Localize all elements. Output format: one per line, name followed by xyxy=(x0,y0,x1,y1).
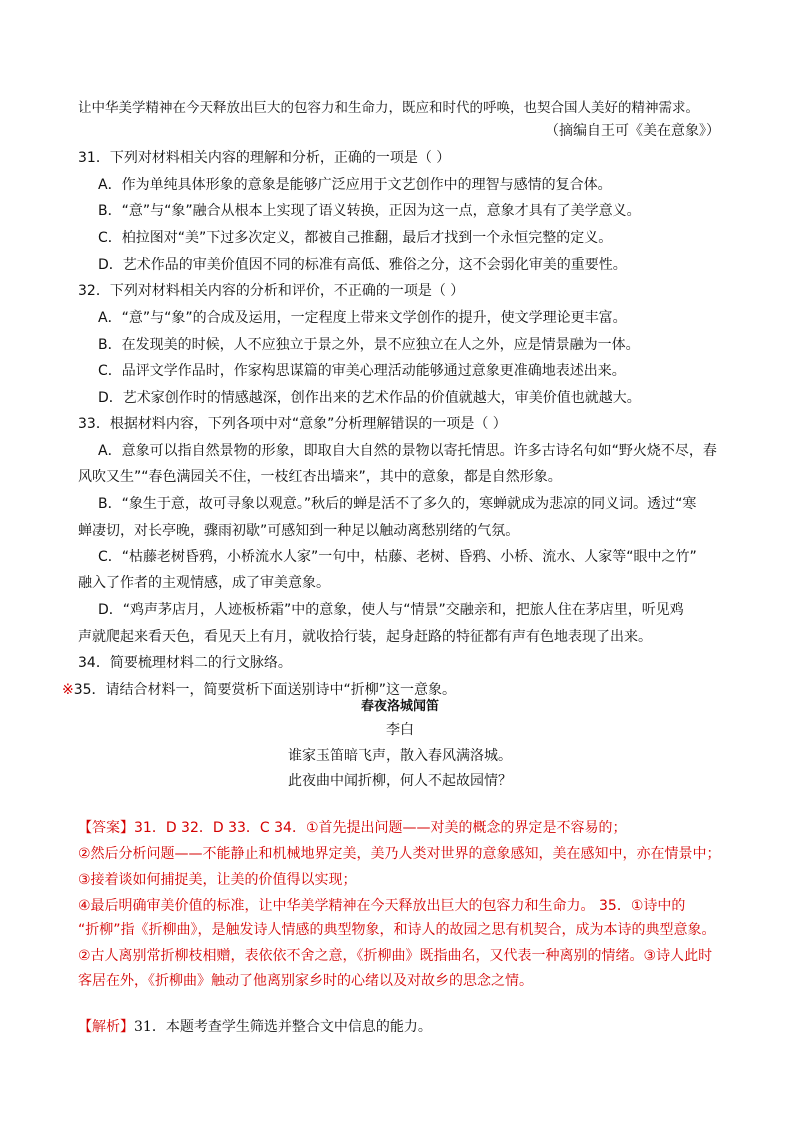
question-32-stem: 32．下列对材料相关内容的分析和评价，不正确的一项是（ ） xyxy=(78,283,465,299)
poem-author: 李白 xyxy=(386,722,414,738)
question-31-option-c: C．柏拉图对“美”下过多次定义，都被自己推翻，最后才找到一个永恒完整的定义。 xyxy=(98,230,613,246)
question-31-option-a: A．作为单纯具体形象的意象是能够广泛应用于文艺创作中的理智与感情的复合体。 xyxy=(98,177,612,193)
question-32-option-c: C．品评文学作品时，作家构思谋篇的审美心理活动能够通过意象更准确地表述出来。 xyxy=(98,363,626,379)
question-35-stem: 35．请结合材料一，简要赏析下面送别诗中“折柳”这一意象。 xyxy=(73,682,457,698)
question-33-option-b-cont: 蝉凄切，对长亭晚，骤雨初歇”可感知到一种足以触动离愁别绪的气氛。 xyxy=(78,523,520,539)
answer-line-3: ③接着谈如何捕捉美，让美的价值得以实现； xyxy=(78,872,357,888)
poem-title: 春夜洛城闻笛 xyxy=(360,699,439,714)
answer-line-1 xyxy=(78,818,627,838)
question-32-option-b: B．在发现美的时候，人不应独立于景之外，景不应独立在人之外，应是情景融为一体。 xyxy=(98,337,640,353)
answer-line-2: ②然后分析问题——不能静止和机械地界定美，美乃人类对世界的意象感知，美在感知中，亦在情景中； xyxy=(78,846,721,862)
answer-text-1: 31．D 32．D 33．C 34．①首先提出问题——对美的概念的界定是不容易的； xyxy=(134,820,627,836)
question-31-stem: 31．下列对材料相关内容的理解和分析，正确的一项是（ ） xyxy=(78,150,451,166)
question-34-stem: 34．简要梳理材料二的行文脉络。 xyxy=(78,655,292,671)
answer-line-5: “折柳”指《折柳曲》，是触发诗人情感的典型物象，和诗人的故园之思有机契合，成为本诗的典型意象。 xyxy=(78,922,716,938)
answer-line-4: ④最后明确审美价值的标准，让中华美学精神在今天释放出巨大的包容力和生命力。 35．①诗中的 xyxy=(78,898,686,914)
analysis-label: 【解析】 xyxy=(78,1019,134,1035)
question-33-option-b: B．“象生于意，故可寻象以观意。”秋后的蝉是活不了多久的，寒蝉就成为悲凉的同义词。透过“寒 xyxy=(98,496,697,512)
question-31-option-d: D．艺术作品的审美价值因不同的标准有高低、雅俗之分，这不会弱化审美的重要性。 xyxy=(98,257,627,273)
question-33-option-d: D．“鸡声茅店月，人迹板桥霜”中的意象，使人与“情景”交融亲和，把旅人住在茅店里，听见鸡 xyxy=(98,602,684,618)
star-mark-icon: ※ xyxy=(62,682,74,698)
question-31-option-b: B．“意”与“象”融合从根本上实现了语义转换，正因为这一点，意象才具有了美学意义。 xyxy=(98,203,641,219)
analysis-text: 31．本题考查学生筛选并整合文中信息的能力。 xyxy=(134,1019,432,1035)
question-33-option-d-cont: 声就爬起来看天色，看见天上有月，就收拾行装，起身赶路的特征都有声有色地表现了出来。 xyxy=(78,629,652,645)
question-33-stem: 33．根据材料内容，下列各项中对“意象”分析理解错误的一项是（ ） xyxy=(78,416,507,432)
poem-line-1: 谁家玉笛暗飞声，散入春风满洛城。 xyxy=(288,748,512,764)
analysis-line xyxy=(78,1017,432,1037)
answer-line-7: 客居在外，《折柳曲》触动了他离别家乡时的心绪以及对故乡的思念之情。 xyxy=(78,973,533,989)
question-32-option-d: D．艺术家创作时的情感越深，创作出来的艺术作品的价值就越大，审美价值也就越大。 xyxy=(98,390,641,406)
question-33-option-c-cont: 融入了作者的主观情感，成了审美意象。 xyxy=(78,575,330,591)
question-33-option-a-cont: 风吹又生”“春色满园关不住，一枝红杏出墙来”，其中的意象，都是自然形象。 xyxy=(78,469,562,485)
poem-line-2: 此夜曲中闻折柳，何人不起故园情？ xyxy=(288,773,512,789)
source-citation: （摘编自王可《美在意象》） xyxy=(545,123,720,139)
answer-label: 【答案】 xyxy=(78,820,134,836)
question-33-option-a: A．意象可以指自然景物的形象，即取自大自然的景物以寄托情思。许多古诗名句如“野火烧不尽，春 xyxy=(98,443,717,459)
question-33-option-c: C．“枯藤老树昏鸦，小桥流水人家”一句中，枯藤、老树、昏鸦、小桥、流水、人家等“眼中之竹” xyxy=(98,549,697,565)
intro-text: 让中华美学精神在今天释放出巨大的包容力和生命力，既应和时代的呼唤，也契合国人美好的精神需求。 xyxy=(78,100,699,116)
question-32-option-a: A．“意”与“象”的合成及运用，一定程度上带来文学创作的提升，使文学理论更丰富。 xyxy=(98,310,627,326)
answer-line-6: ②古人离别常折柳枝相赠，表依依不舍之意，《折柳曲》既指曲名，又代表一种离别的情绪。③诗人此时 xyxy=(78,948,713,964)
